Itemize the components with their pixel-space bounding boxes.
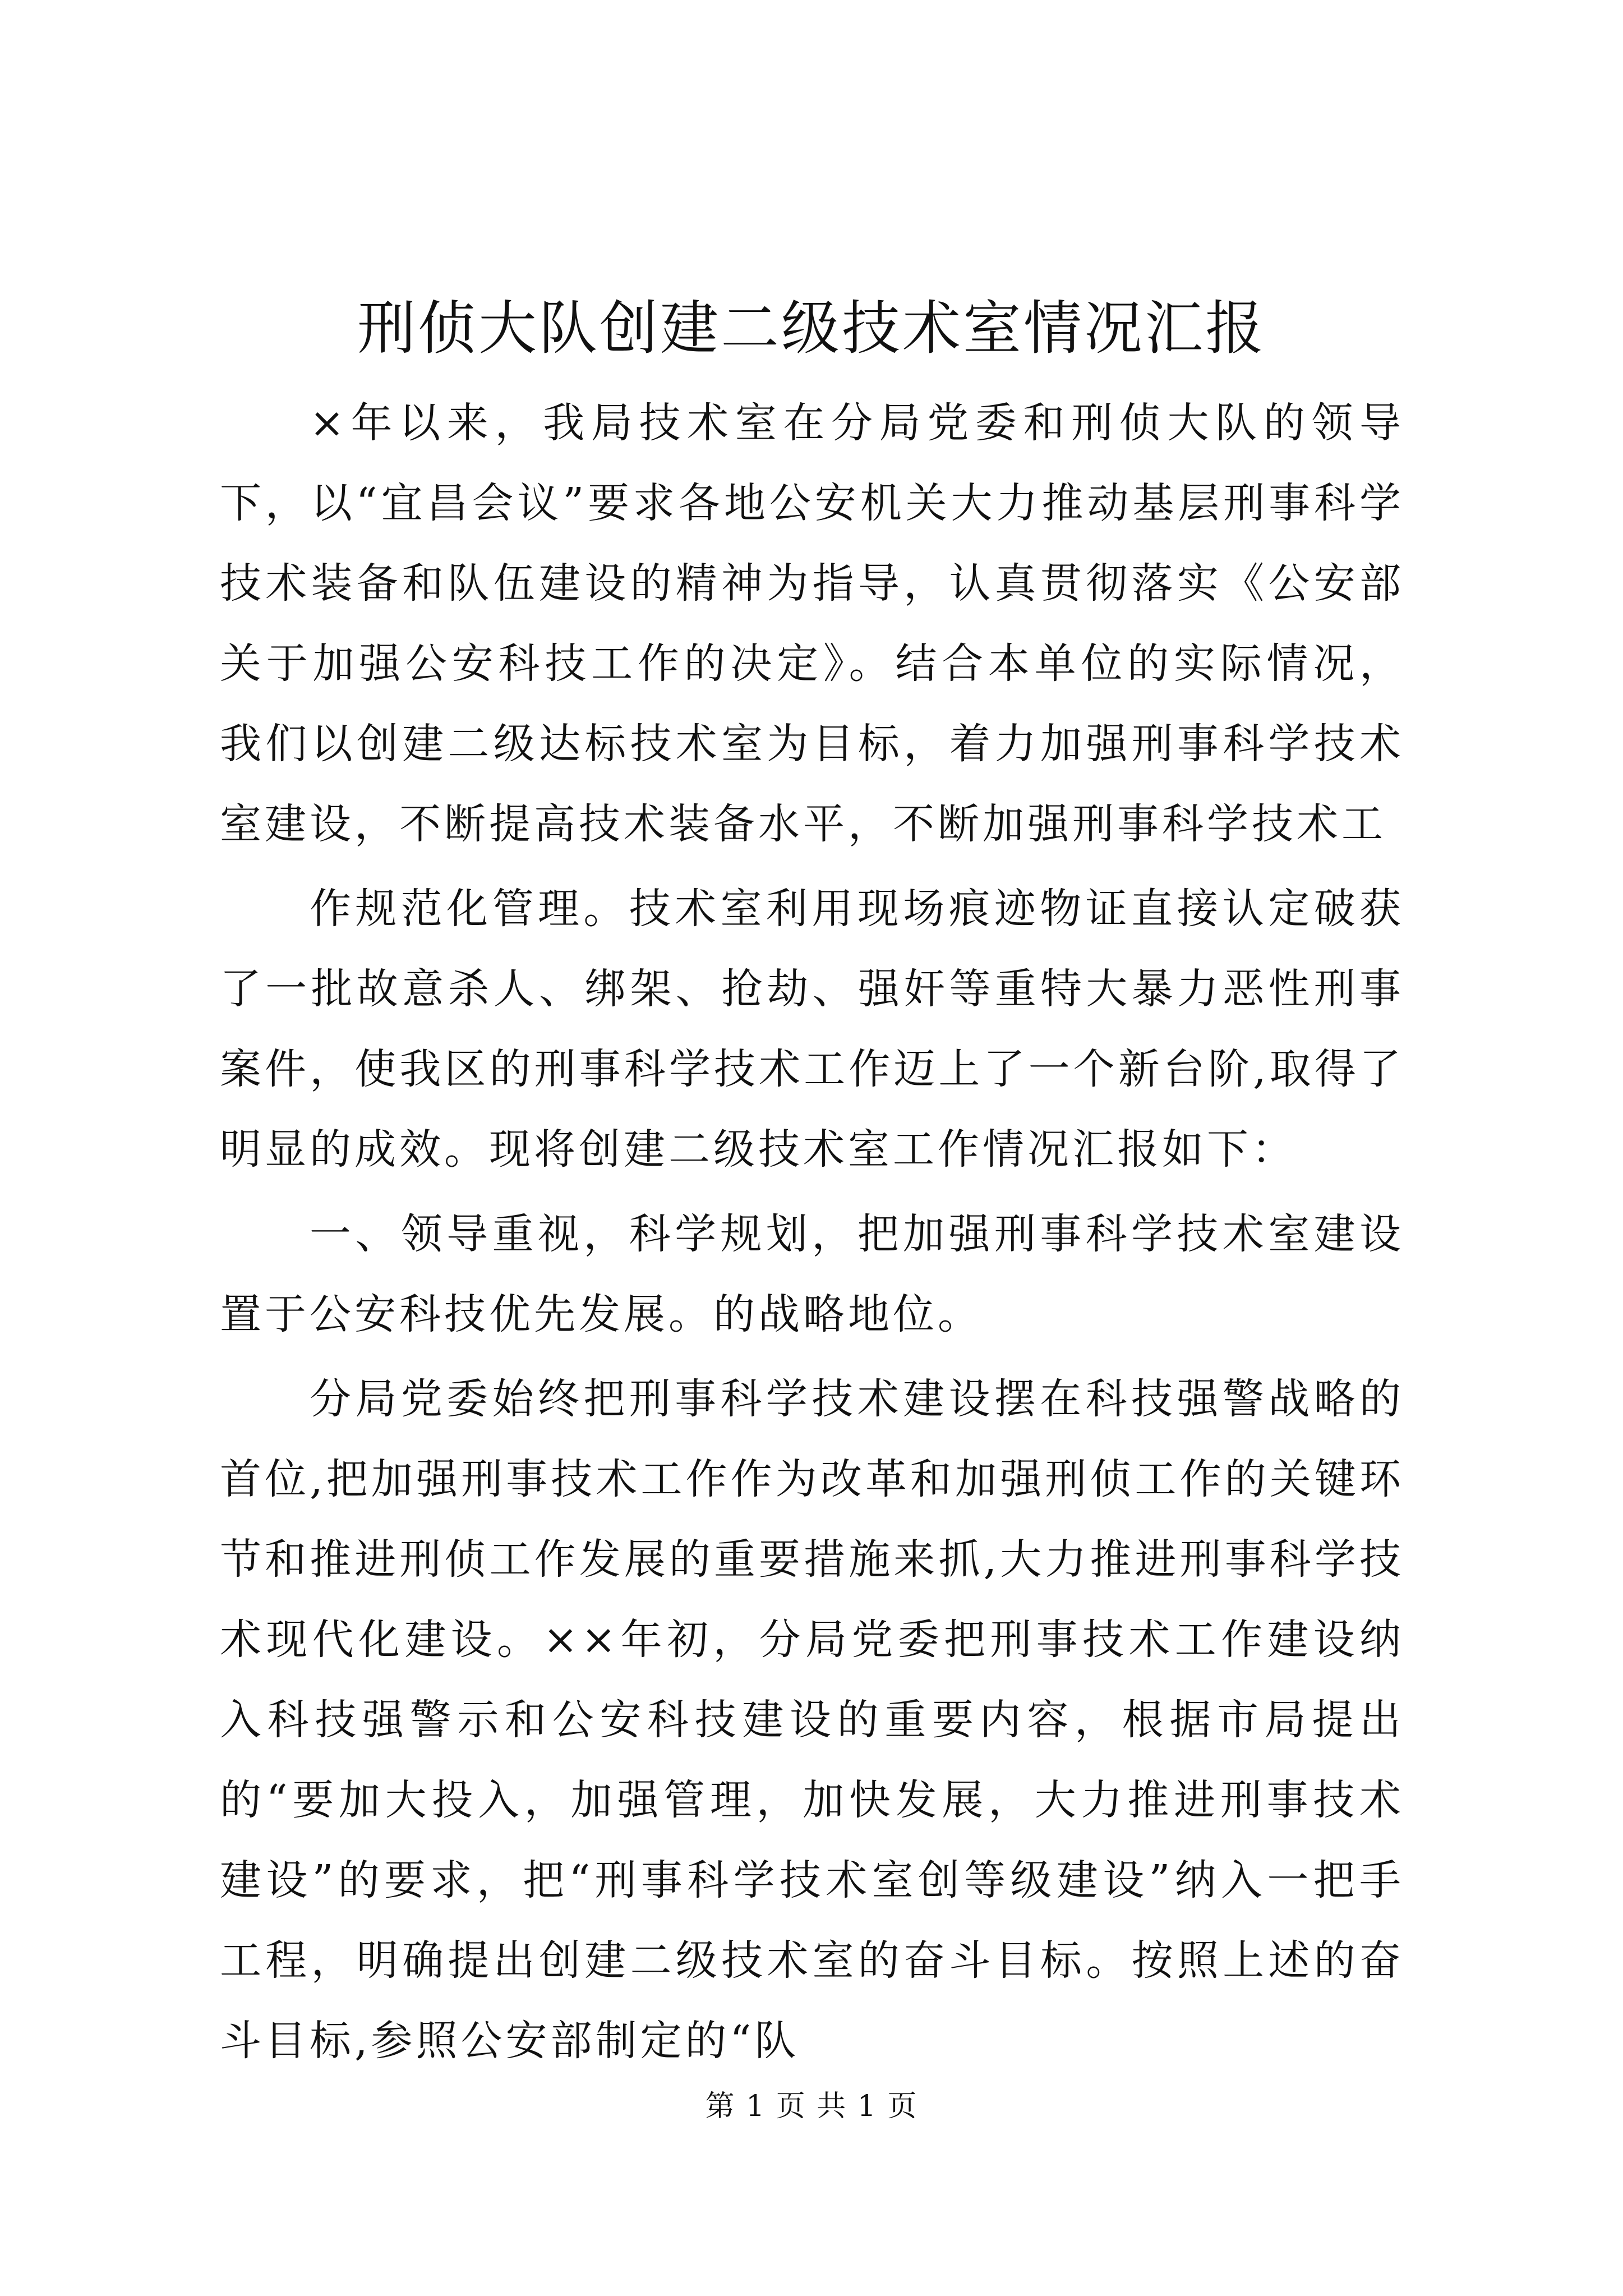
document-title: 刑侦大队创建二级技术室情况汇报 <box>357 294 1266 362</box>
page-footer: 第 1 页 共 1 页 <box>705 2090 918 2123</box>
paragraph-heading: 一、领导重视，科学规划，把加强刑事科学技术室建设置于公安科技优先发展。的战略地位。 <box>220 1210 1404 1338</box>
paragraph: 分局党委始终把刑事科学技术建设摆在科技强警战略的首位,把加强刑事技术工作作为改革和加强刑侦工作的关键环节和推进刑侦工作发展的重要措施来抓,大力推进刑事科学技术现代化建设。××年初，分局党委把刑事技术工作建设纳入科技强警示和公安科技建设的重要内容，根据市局提出的“要加大投入，加强管理，加快发展，大力推进刑事技术建设”的要求，把“刑事科学技术室创等级建设”纳入一把手工程，明确提出创建二级技术室的奋斗目标。按照上述的奋斗目标,参照公安部制定的“队 <box>220 1375 1404 2065</box>
paragraph: 作规范化管理。技术室利用现场痕迹物证直接认定破获了一批故意杀人、绑架、抢劫、强奸等重特大暴力恶性刑事案件，使我区的刑事科学技术工作迈上了一个新台阶,取得了明显的成效。现将创建二级技术室工作情况汇报如下： <box>220 885 1404 1174</box>
paragraph: ×年以来，我局技术室在分局党委和刑侦大队的领导下，以“宜昌会议”要求各地公安机关大力推动基层刑事科学技术装备和队伍建设的精神为指导，认真贯彻落实《公安部关于加强公安科技工作的决定》。结合本单位的实际情况，我们以创建二级达标技术室为目标，着力加强刑事科学技术室建设，不断提高技术装备水平，不断加强刑事科学技术工 <box>220 399 1404 848</box>
document-body <box>220 383 1404 2081</box>
